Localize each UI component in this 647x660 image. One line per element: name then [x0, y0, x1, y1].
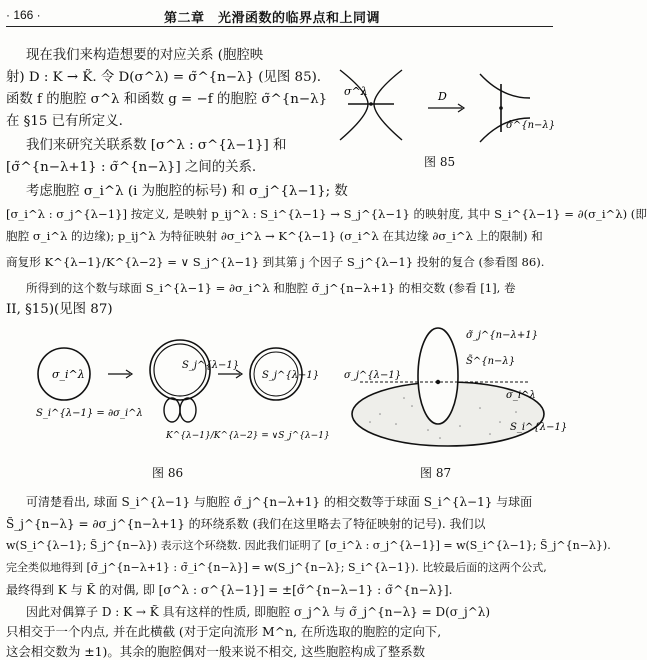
fig85-left-curve-2 [374, 70, 402, 140]
fig87-S-i-label: S_i^{λ−1} [510, 422, 568, 433]
fig85-right-curve-1 [480, 74, 530, 98]
text-line: 可清楚看出, 球面 S_i^{λ−1} 与胞腔 σ̃_j^{n−λ+1} 的相交数等于球面 S_i^{λ−1} 与球面 [26, 495, 533, 509]
figure-86 [30, 330, 330, 450]
text-line: 函数 f 的胞腔 σ^λ 和函数 g = −f 的胞腔 σ̃^{n−λ} [6, 92, 328, 107]
fig86-boundary-label: S_i^{λ−1} = ∂σ_i^λ [36, 408, 143, 419]
fig86-caption: 图 86 [152, 466, 184, 480]
text-line: 现在我们来构造想要的对应关系 (胞腔映 [26, 48, 264, 63]
text-line: 商复形 K^{λ−1}/K^{λ−2} = ∨ S_j^{λ−1} 到其第 j 个因子 S_j^{λ−1} 投射的复合 (参看图 86). [6, 255, 545, 269]
page-number: · 166 · [6, 8, 41, 22]
text-line: 我们来研究关联系数 [σ^λ : σ^{λ−1}] 和 [26, 138, 287, 153]
text-line: 考虑胞腔 σ_i^λ (i 为胞腔的标号) 和 σ_j^{λ−1}; 数 [26, 184, 348, 199]
fig86-quotient-label: K^{λ−1}/K^{λ−2} = ∨S_j^{λ−1} [166, 431, 330, 441]
fig85-critical-point [369, 102, 373, 106]
fig87-top-label: σ̃_j^{n−λ+1} [466, 330, 538, 341]
text-line: 这会相交数为 ±1)。其余的胞腔偶对一般来说不相交, 这些胞腔构成了整系数 [6, 644, 426, 659]
fig85-left-curve-1 [340, 70, 368, 140]
fig86-right-label: S_j^{λ−1} [262, 370, 320, 381]
text-line: 射) D : K → K̃. 令 D(σ^λ) = σ̃^{n−λ} (见图 85). [6, 70, 322, 85]
fig86-petal-1 [164, 398, 180, 422]
fig85-sigma-label: σ^λ [344, 85, 368, 98]
figure-87 [340, 318, 568, 458]
text-line: 只相交于一个内点, 并在此横截 (对于定向流形 M^n, 在所选取的胞腔的定向下, [6, 624, 442, 639]
fig87-sigma-i-label: σ_i^λ [506, 390, 536, 401]
fig87-sphere-tilde-label: S̃^{n−λ} [466, 356, 516, 367]
text-line: w(S_i^{λ−1}; S̃_j^{n−λ}) 表示这个环绕数. 因此我们证明了 [σ_i^λ : σ_j^{λ−1}] = w(S_i^{λ−1}; S̃_j^{n−λ}). [6, 539, 611, 552]
fig87-dual-disk [418, 328, 458, 424]
text-line: [σ̃^{n−λ+1} : σ̃^{n−λ}] 之间的关系. [6, 160, 257, 175]
fig85-dual-label: σ̃^{n−λ} [506, 120, 556, 131]
fig86-petal-2 [180, 398, 196, 422]
fig87-left-label: σ_j^{λ−1} [344, 370, 402, 381]
fig87-caption: 图 87 [420, 466, 452, 480]
fig87-intersection [436, 380, 440, 384]
text-line: 胞腔 σ_i^λ 的边缘); p_ij^λ 为特征映射 ∂σ_i^λ → K^{λ−1} (σ_i^λ 在其边缘 ∂σ_i^λ 上的限制) 和 [6, 229, 543, 243]
text-line: 完全类似地得到 [σ̃_j^{n−λ+1} : σ̃_i^{n−λ}] = w(S_j^{n−λ}; S_i^{λ−1}). 比较最后面的这两个公式, [6, 561, 547, 574]
text-line: 所得到的这个数与球面 S_i^{λ−1} = ∂σ_i^λ 和胞腔 σ̃_j^{n−λ+1} 的相交数 (参看 [1], 卷 [26, 281, 516, 295]
text-line: 最终得到 K 与 K̃ 的对偶, 即 [σ^λ : σ^{λ−1}] = ±[σ̃^{n−λ−1} : σ̃^{n−λ}]. [6, 583, 453, 597]
fig86-mid-label: S_j^{λ−1} [182, 360, 240, 371]
fig85-caption: 图 85 [424, 155, 456, 169]
chapter-title: 第二章 光滑函数的临界点和上同调 [164, 11, 381, 26]
text-line: S̃_j^{n−λ} = ∂σ_j^{n−λ+1} 的环绕系数 (我们在这里略去了特征映射的记号). 我们以 [6, 517, 486, 531]
fig85-map-label: D [438, 90, 447, 103]
page-header [6, 6, 553, 27]
fig85-dual-point [499, 106, 503, 110]
fig86-cell-label: σ_i^λ [52, 368, 85, 381]
text-line: II, §15)(见图 87) [6, 302, 113, 317]
text-line: 因此对偶算子 D : K → K̃ 具有这样的性质, 即胞腔 σ_j^λ 与 σ̃_j^{n−λ} = D(σ_j^λ) [26, 605, 491, 619]
text-line: 在 §15 已有所定义. [6, 114, 123, 129]
text-line: [σ_i^λ : σ_j^{λ−1}] 按定义, 是映射 p_ij^λ : S_i^{λ−1} → S_j^{λ−1} 的映射度, 其中 S_i^{λ−1} = ∂(σ_i^λ) (即 [6, 207, 647, 221]
